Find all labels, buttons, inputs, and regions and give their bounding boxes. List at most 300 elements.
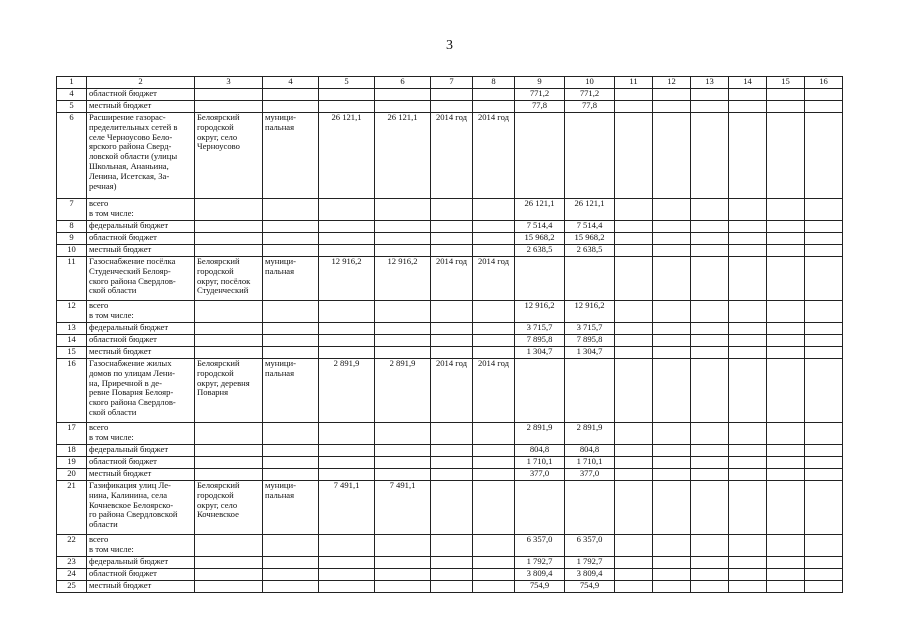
table-cell: [319, 323, 375, 335]
table-cell: [515, 113, 565, 199]
table-cell: [653, 221, 691, 233]
table-cell: [615, 89, 653, 101]
table-row: [57, 581, 843, 593]
table-cell: 12 916,2: [375, 257, 431, 301]
table-cell: [431, 245, 473, 257]
table-row: [57, 423, 843, 445]
table-cell: [805, 557, 843, 569]
table-cell: 21: [57, 481, 87, 535]
table-cell: областной бюджет: [87, 457, 195, 469]
table-cell: местный бюджет: [87, 469, 195, 481]
table-cell: [431, 469, 473, 481]
column-number-cell: 4: [263, 77, 319, 89]
table-cell: [805, 423, 843, 445]
table-cell: [653, 481, 691, 535]
table-cell: [431, 335, 473, 347]
table-cell: [195, 557, 263, 569]
table-cell: 1 304,7: [565, 347, 615, 359]
table-cell: [375, 245, 431, 257]
column-number-cell: 14: [729, 77, 767, 89]
table-cell: [653, 423, 691, 445]
table-cell: [319, 423, 375, 445]
table-cell: [767, 257, 805, 301]
table-cell: [615, 581, 653, 593]
table-cell: [319, 557, 375, 569]
table-cell: [375, 445, 431, 457]
table-cell: 6 357,0: [515, 535, 565, 557]
table-cell: 2 891,9: [515, 423, 565, 445]
table-cell: [195, 89, 263, 101]
table-cell: Газификация улиц Ле- нина, Калинина, села Кочневское Белоярско- го района Свердловской области: [87, 481, 195, 535]
table-cell: [767, 581, 805, 593]
table-cell: [691, 347, 729, 359]
table-cell: [729, 245, 767, 257]
table-row: [57, 557, 843, 569]
table-cell: [653, 199, 691, 221]
table-cell: [431, 557, 473, 569]
table-cell: [375, 423, 431, 445]
table-row: [57, 221, 843, 233]
table-cell: [319, 221, 375, 233]
table-cell: [729, 301, 767, 323]
table-cell: 2 638,5: [565, 245, 615, 257]
table-row: [57, 359, 843, 423]
table-cell: [515, 257, 565, 301]
table-row: [57, 535, 843, 557]
table-cell: [805, 581, 843, 593]
table-cell: областной бюджет: [87, 335, 195, 347]
table-row: [57, 457, 843, 469]
table-cell: [431, 535, 473, 557]
table-cell: [195, 221, 263, 233]
table-cell: [767, 199, 805, 221]
table-cell: 7 514,4: [515, 221, 565, 233]
table-cell: 771,2: [565, 89, 615, 101]
table-cell: [805, 89, 843, 101]
table-cell: [473, 423, 515, 445]
table-cell: [263, 301, 319, 323]
table-cell: [375, 335, 431, 347]
table-cell: [431, 581, 473, 593]
table-cell: [691, 245, 729, 257]
table-cell: [431, 89, 473, 101]
table-cell: [565, 481, 615, 535]
table-cell: [615, 301, 653, 323]
table-cell: [653, 557, 691, 569]
table-row: [57, 199, 843, 221]
table-cell: [767, 557, 805, 569]
table-cell: [263, 423, 319, 445]
table-cell: 12 916,2: [515, 301, 565, 323]
table-cell: 2014 год: [431, 113, 473, 199]
table-cell: 26 121,1: [319, 113, 375, 199]
table-cell: [653, 335, 691, 347]
table-cell: [263, 535, 319, 557]
table-cell: [431, 199, 473, 221]
column-number-cell: 8: [473, 77, 515, 89]
table-cell: [375, 89, 431, 101]
table-cell: областной бюджет: [87, 89, 195, 101]
table-cell: [615, 535, 653, 557]
table-cell: 1 710,1: [515, 457, 565, 469]
column-number-cell: 6: [375, 77, 431, 89]
table-cell: [729, 89, 767, 101]
table-cell: [691, 323, 729, 335]
table-cell: [473, 335, 515, 347]
table-cell: 804,8: [565, 445, 615, 457]
table-cell: местный бюджет: [87, 245, 195, 257]
table-cell: 15 968,2: [565, 233, 615, 245]
table-cell: [263, 569, 319, 581]
table-cell: [653, 457, 691, 469]
table-cell: [691, 481, 729, 535]
table-cell: 16: [57, 359, 87, 423]
table-cell: [263, 233, 319, 245]
table-cell: 7: [57, 199, 87, 221]
table-cell: [691, 101, 729, 113]
table-row: [57, 89, 843, 101]
table-cell: [431, 323, 473, 335]
table-cell: 77,8: [515, 101, 565, 113]
table-cell: [319, 245, 375, 257]
table-cell: Белоярский городской округ, посёлок Студенческий: [195, 257, 263, 301]
table-cell: [805, 359, 843, 423]
table-cell: [615, 113, 653, 199]
table-cell: Белоярский городской округ, село Черноусово: [195, 113, 263, 199]
table-cell: [375, 221, 431, 233]
table-cell: [653, 581, 691, 593]
table-cell: [319, 233, 375, 245]
table-cell: [691, 535, 729, 557]
table-cell: [375, 581, 431, 593]
table-row: [57, 445, 843, 457]
table-cell: муници- пальная: [263, 257, 319, 301]
table-cell: 7 895,8: [565, 335, 615, 347]
table-cell: 7 491,1: [319, 481, 375, 535]
table-cell: [615, 481, 653, 535]
table-cell: всего в том числе:: [87, 535, 195, 557]
table-cell: областной бюджет: [87, 569, 195, 581]
table-cell: 1 304,7: [515, 347, 565, 359]
table-row: [57, 101, 843, 113]
table-row: [57, 245, 843, 257]
table-cell: [615, 359, 653, 423]
table-cell: 12 916,2: [565, 301, 615, 323]
table-cell: [653, 233, 691, 245]
table-cell: 2014 год: [431, 359, 473, 423]
table-cell: [319, 469, 375, 481]
table-cell: [729, 233, 767, 245]
table-cell: [615, 233, 653, 245]
table-cell: [729, 481, 767, 535]
table-cell: [431, 481, 473, 535]
table-cell: 13: [57, 323, 87, 335]
table-cell: [615, 323, 653, 335]
table-cell: [263, 557, 319, 569]
table-row: [57, 469, 843, 481]
table-cell: [473, 557, 515, 569]
table-cell: местный бюджет: [87, 581, 195, 593]
table-cell: [805, 569, 843, 581]
table-cell: [195, 581, 263, 593]
table-cell: [565, 113, 615, 199]
table-cell: [805, 301, 843, 323]
table-cell: [431, 569, 473, 581]
table-cell: [767, 481, 805, 535]
table-cell: [653, 569, 691, 581]
table-cell: местный бюджет: [87, 101, 195, 113]
table-cell: [473, 199, 515, 221]
table-cell: [615, 569, 653, 581]
table-cell: [805, 257, 843, 301]
table-cell: 2014 год: [473, 113, 515, 199]
table-row: [57, 335, 843, 347]
table-cell: [729, 199, 767, 221]
table-cell: [195, 469, 263, 481]
table-cell: [691, 359, 729, 423]
table-cell: 2 638,5: [515, 245, 565, 257]
table-cell: [805, 347, 843, 359]
table-cell: [615, 457, 653, 469]
table-cell: 804,8: [515, 445, 565, 457]
table-cell: 771,2: [515, 89, 565, 101]
table-cell: местный бюджет: [87, 347, 195, 359]
table-cell: [767, 535, 805, 557]
table-cell: [431, 101, 473, 113]
table-cell: [615, 423, 653, 445]
table-cell: [691, 335, 729, 347]
table-cell: [375, 535, 431, 557]
table-cell: [375, 557, 431, 569]
table-cell: [195, 199, 263, 221]
table-cell: [691, 445, 729, 457]
table-cell: [431, 233, 473, 245]
table-cell: [805, 113, 843, 199]
table-cell: [805, 323, 843, 335]
table-cell: [805, 457, 843, 469]
table-cell: [263, 199, 319, 221]
table-cell: 4: [57, 89, 87, 101]
table-cell: [767, 233, 805, 245]
table-cell: 26 121,1: [565, 199, 615, 221]
table-cell: [729, 323, 767, 335]
table-cell: федеральный бюджет: [87, 445, 195, 457]
table-cell: [263, 347, 319, 359]
table-cell: [767, 347, 805, 359]
table-cell: 22: [57, 535, 87, 557]
table-cell: 26 121,1: [375, 113, 431, 199]
table-cell: 10: [57, 245, 87, 257]
table-cell: [473, 457, 515, 469]
table-cell: 3 715,7: [515, 323, 565, 335]
table-cell: [319, 445, 375, 457]
table-cell: [615, 257, 653, 301]
table-cell: 2 891,9: [319, 359, 375, 423]
table-cell: [729, 469, 767, 481]
table-cell: [691, 199, 729, 221]
table-cell: 7 491,1: [375, 481, 431, 535]
table-cell: [729, 101, 767, 113]
table-cell: [195, 245, 263, 257]
table-cell: 20: [57, 469, 87, 481]
table-cell: [319, 535, 375, 557]
table-cell: [729, 557, 767, 569]
table-cell: [473, 569, 515, 581]
table-cell: федеральный бюджет: [87, 557, 195, 569]
table-cell: 3 809,4: [565, 569, 615, 581]
table-cell: 377,0: [515, 469, 565, 481]
column-number-cell: 16: [805, 77, 843, 89]
table-cell: 1 710,1: [565, 457, 615, 469]
table-cell: [431, 347, 473, 359]
table-cell: [691, 557, 729, 569]
table-cell: [767, 245, 805, 257]
table-cell: 377,0: [565, 469, 615, 481]
table-cell: 25: [57, 581, 87, 593]
table-cell: 5: [57, 101, 87, 113]
table-cell: 18: [57, 445, 87, 457]
column-number-cell: 11: [615, 77, 653, 89]
table-cell: [653, 257, 691, 301]
table-cell: 24: [57, 569, 87, 581]
table-cell: [691, 233, 729, 245]
table-cell: [653, 245, 691, 257]
table-cell: 6 357,0: [565, 535, 615, 557]
table-cell: [729, 335, 767, 347]
table-row: [57, 113, 843, 199]
table-cell: [263, 581, 319, 593]
table-cell: 754,9: [515, 581, 565, 593]
column-number-cell: 2: [87, 77, 195, 89]
table-cell: 15: [57, 347, 87, 359]
column-number-cell: 3: [195, 77, 263, 89]
table-row: [57, 301, 843, 323]
table-cell: [431, 301, 473, 323]
table-cell: [729, 581, 767, 593]
column-number-cell: 15: [767, 77, 805, 89]
table-cell: [805, 535, 843, 557]
table-cell: 2 891,9: [375, 359, 431, 423]
table-cell: [653, 101, 691, 113]
table-cell: [195, 233, 263, 245]
table-cell: [473, 445, 515, 457]
table-cell: [263, 323, 319, 335]
table-cell: [729, 423, 767, 445]
table-cell: [767, 457, 805, 469]
table-cell: [375, 101, 431, 113]
table-cell: [767, 221, 805, 233]
table-cell: [565, 359, 615, 423]
table-cell: [263, 457, 319, 469]
table-cell: всего в том числе:: [87, 301, 195, 323]
table-cell: 754,9: [565, 581, 615, 593]
column-number-cell: 1: [57, 77, 87, 89]
table-cell: [805, 233, 843, 245]
table-cell: [195, 347, 263, 359]
table-cell: федеральный бюджет: [87, 221, 195, 233]
table-cell: [615, 347, 653, 359]
table-cell: [319, 581, 375, 593]
table-cell: [653, 301, 691, 323]
table-cell: [473, 535, 515, 557]
table-cell: всего в том числе:: [87, 199, 195, 221]
table-cell: Газоснабжение посёлка Студенческий Белояр- ского района Свердлов- ской области: [87, 257, 195, 301]
table-cell: [767, 569, 805, 581]
table-cell: [691, 301, 729, 323]
table-cell: [691, 89, 729, 101]
table-cell: [319, 347, 375, 359]
table-cell: [729, 535, 767, 557]
table-cell: [653, 359, 691, 423]
table-cell: [653, 469, 691, 481]
table-cell: [653, 347, 691, 359]
table-cell: [195, 569, 263, 581]
table-cell: 19: [57, 457, 87, 469]
table-cell: 6: [57, 113, 87, 199]
table-cell: [653, 445, 691, 457]
table-header-row: [57, 77, 843, 89]
table-cell: [615, 199, 653, 221]
table-cell: [565, 257, 615, 301]
table-row: [57, 257, 843, 301]
table-cell: [319, 101, 375, 113]
table-cell: [691, 581, 729, 593]
table-cell: [805, 335, 843, 347]
table-cell: [805, 221, 843, 233]
table-cell: [691, 257, 729, 301]
table-cell: [729, 113, 767, 199]
table-cell: муници- пальная: [263, 113, 319, 199]
table-cell: [195, 301, 263, 323]
table-cell: [691, 221, 729, 233]
table-cell: [653, 89, 691, 101]
table-cell: [195, 323, 263, 335]
table-row: [57, 323, 843, 335]
table-cell: 12: [57, 301, 87, 323]
table-cell: Белоярский городской округ, деревня Поварня: [195, 359, 263, 423]
table-cell: 23: [57, 557, 87, 569]
table-cell: [767, 469, 805, 481]
table-cell: [615, 557, 653, 569]
table-row: [57, 569, 843, 581]
table-cell: [691, 569, 729, 581]
table-cell: [263, 469, 319, 481]
table-cell: 1 792,7: [565, 557, 615, 569]
table-cell: 14: [57, 335, 87, 347]
table-cell: [263, 245, 319, 257]
table-cell: [473, 89, 515, 101]
table-cell: [729, 457, 767, 469]
table-cell: [767, 89, 805, 101]
column-number-cell: 5: [319, 77, 375, 89]
table-cell: [615, 469, 653, 481]
table-cell: [767, 445, 805, 457]
table-cell: [375, 301, 431, 323]
table-cell: [431, 221, 473, 233]
table-cell: [473, 481, 515, 535]
table-cell: [375, 199, 431, 221]
table-cell: Расширение газорас- пределительных сетей в селе Черноусово Бело- ярского района Сверд- ловской области (улицы Школьная, Ананьина, Ленина, Исетская, За- речная): [87, 113, 195, 199]
column-number-cell: 7: [431, 77, 473, 89]
table-cell: [431, 423, 473, 445]
table-cell: [691, 423, 729, 445]
table-cell: [653, 323, 691, 335]
table-cell: [805, 469, 843, 481]
table-cell: 17: [57, 423, 87, 445]
table-cell: [691, 457, 729, 469]
table-cell: 1 792,7: [515, 557, 565, 569]
table-cell: Газоснабжение жилых домов по улицам Лени- на, Приречной в де- ревне Поварня Белояр- ского района Свердлов- ской области: [87, 359, 195, 423]
